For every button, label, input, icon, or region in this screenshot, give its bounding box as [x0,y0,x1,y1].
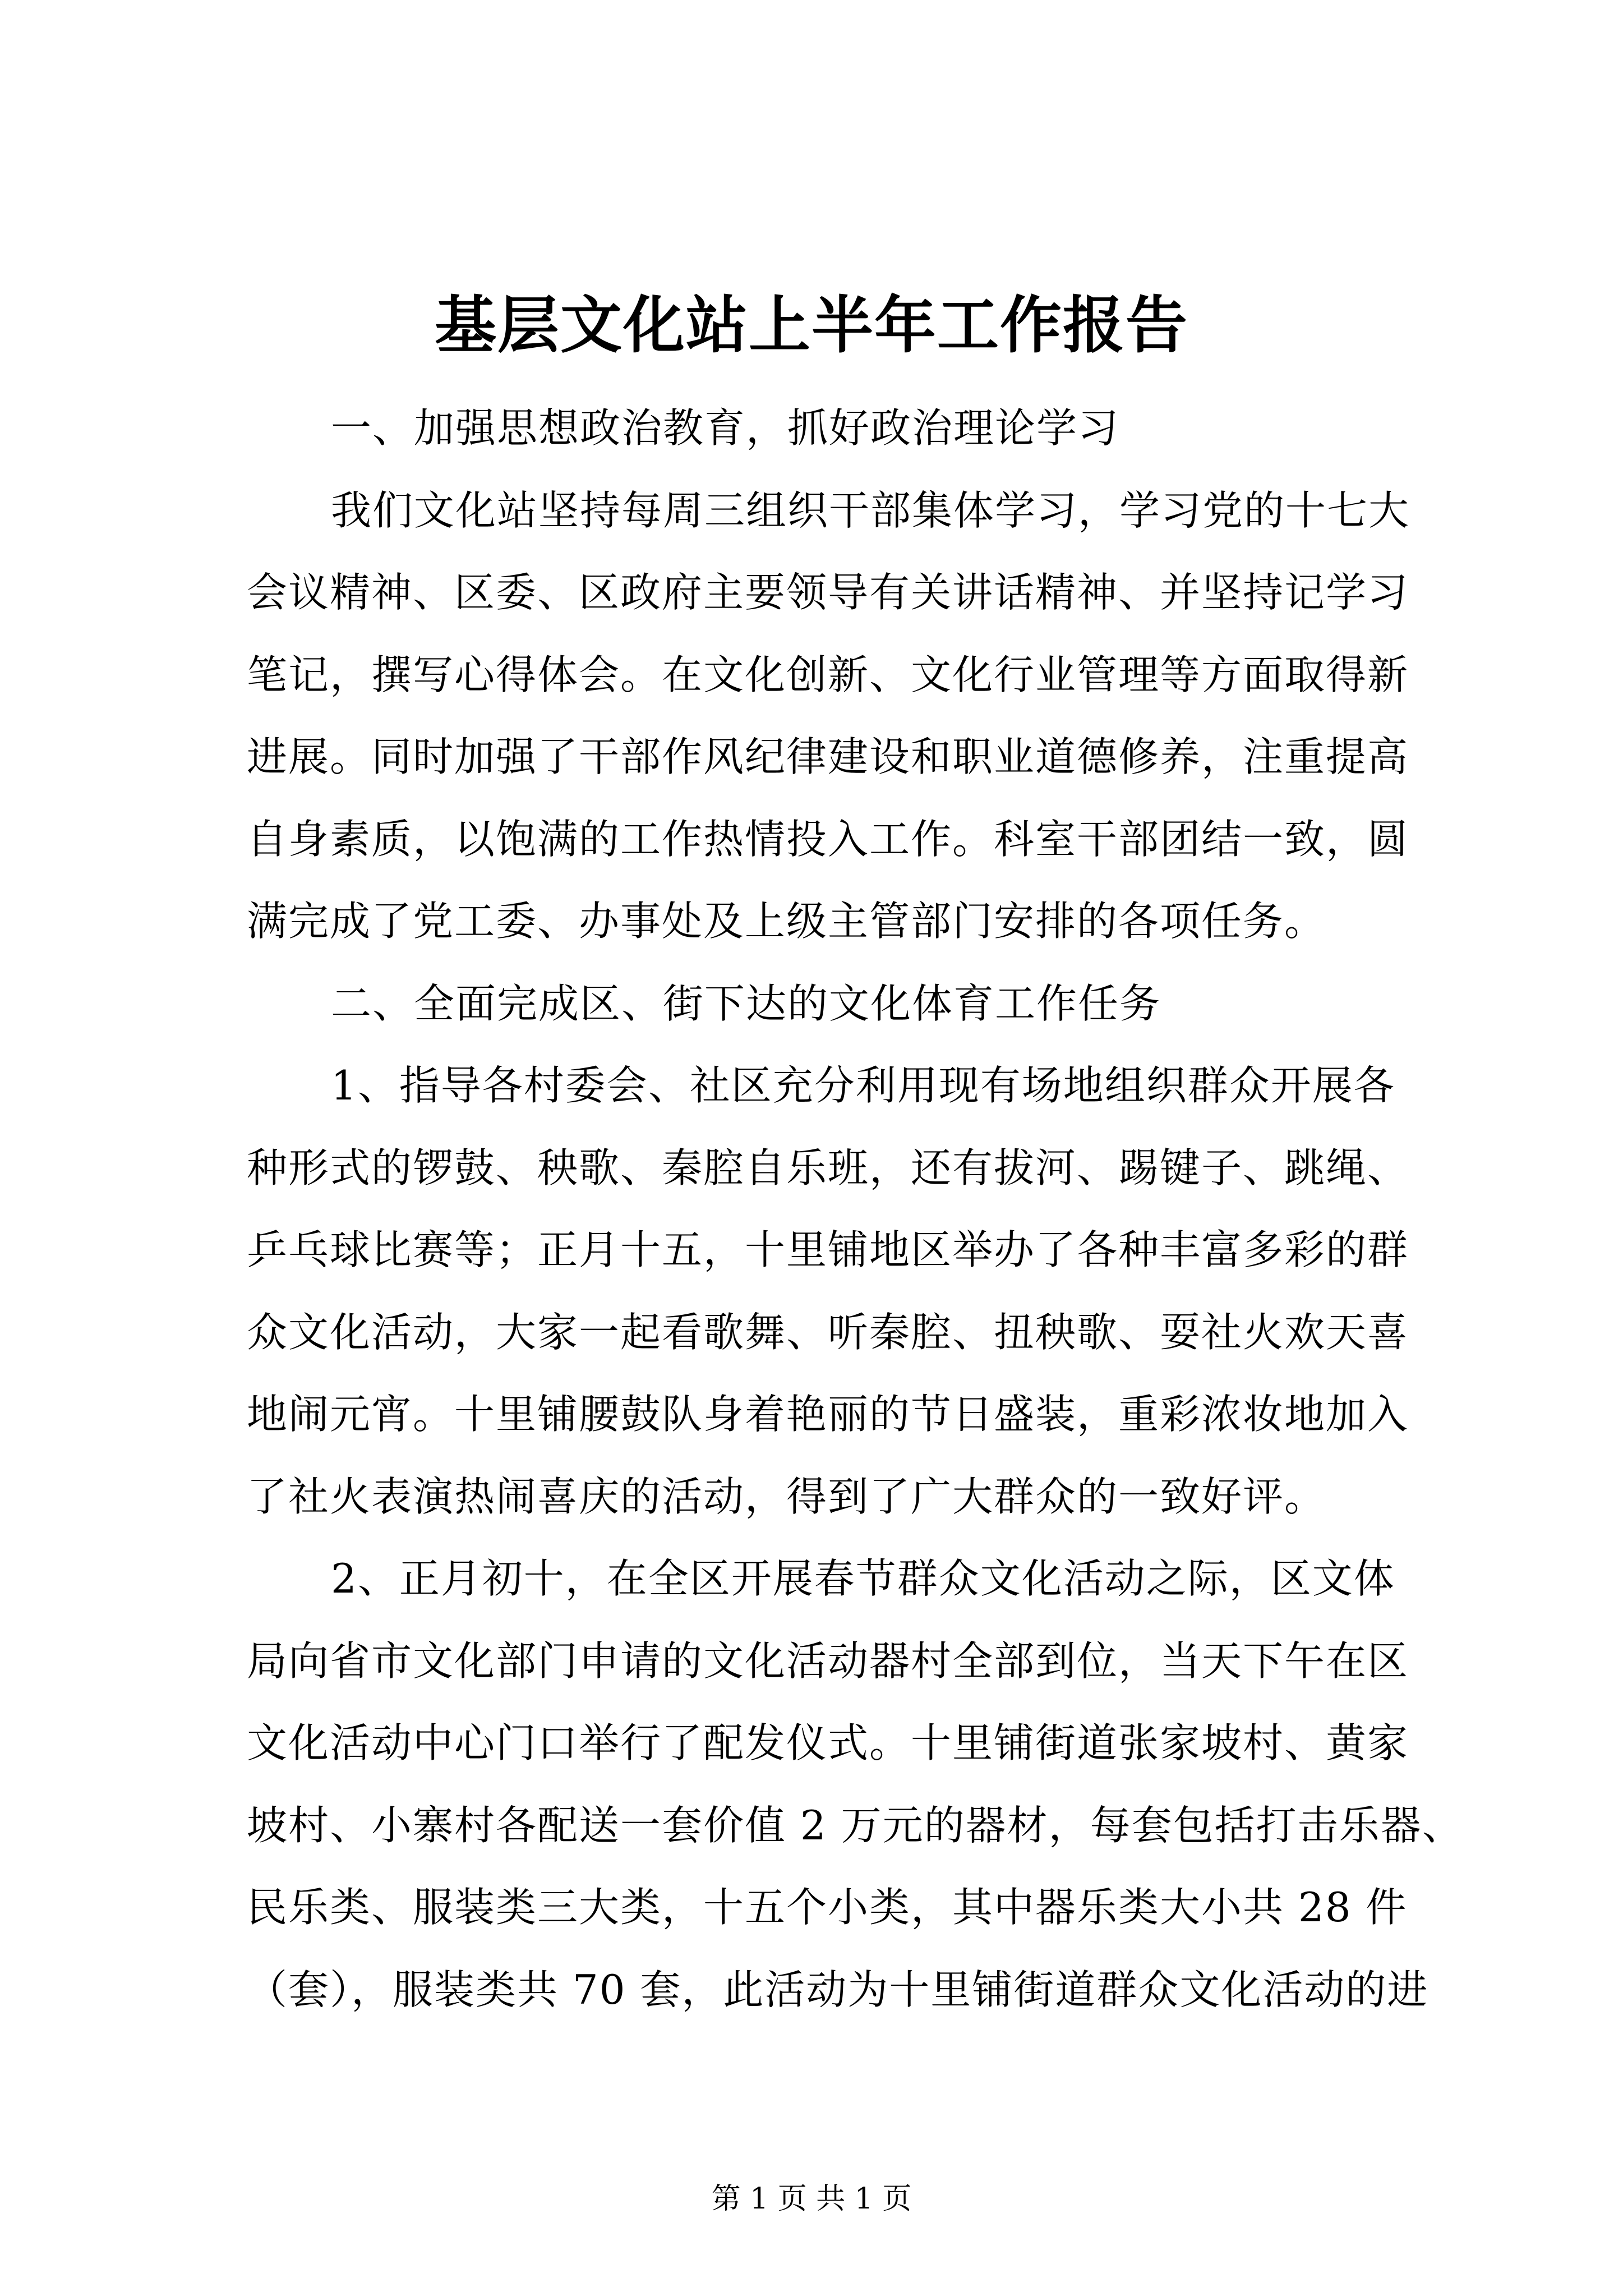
paragraph-line: 自身素质，以饱满的工作热情投入工作。科室干部团结一致，圆 [247,815,1409,863]
paragraph-line: （套），服装类共 70 套，此活动为十里铺街道群众文化活动的进 [247,1966,1429,2013]
paragraph-line: 局向省市文化部门申请的文化活动器村全部到位，当天下午在区 [247,1637,1409,1685]
paragraph-line: 众文化活动，大家一起看歌舞、听秦腔、扭秧歌、耍社火欢天喜 [247,1308,1409,1356]
paragraph-line: 满完成了党工委、办事处及上级主管部门安排的各项任务。 [247,898,1326,945]
paragraph-line: 了社火表演热闹喜庆的活动，得到了广大群众的一致好评。 [247,1473,1326,1520]
page-footer: 第 1 页 共 1 页 [711,2182,912,2216]
paragraph-line: 笔记，撰写心得体会。在文化创新、文化行业管理等方面取得新 [247,651,1409,698]
paragraph-line: 进展。同时加强了干部作风纪律建设和职业道德修养，注重提高 [247,733,1409,780]
paragraph-line: 2、正月初十，在全区开展春节群众文化活动之际，区文体 [331,1555,1395,1602]
paragraph-line: 民乐类、服装类三大类，十五个小类，其中器乐类大小共 28 件 [247,1884,1408,1931]
section-heading-1: 一、加强思想政治教育，抓好政治理论学习 [331,404,1120,452]
paragraph-line: 1、指导各村委会、社区充分利用现有场地组织群众开展各 [331,1062,1395,1109]
document-body [247,387,1464,2031]
paragraph-line: 文化活动中心门口举行了配发仪式。十里铺街道张家坡村、黄家 [247,1719,1409,1766]
paragraph-line: 我们文化站坚持每周三组织干部集体学习，学习党的十七大 [331,486,1410,534]
section-heading-2: 二、全面完成区、街下达的文化体育工作任务 [331,979,1161,1027]
paragraph-line: 地闹元宵。十里铺腰鼓队身着艳丽的节日盛装，重彩浓妆地加入 [247,1391,1409,1438]
paragraph-line: 坡村、小寨村各配送一套价值 2 万元的器材，每套包括打击乐器、 [247,1801,1464,1849]
document-title: 基层文化站上半年工作报告 [435,289,1188,361]
paragraph-line: 种形式的锣鼓、秧歌、秦腔自乐班，还有拔河、踢键子、跳绳、 [247,1144,1409,1191]
paragraph-line: 会议精神、区委、区政府主要领导有关讲话精神、并坚持记学习 [247,569,1409,616]
paragraph-line: 乒乓球比赛等；正月十五，十里铺地区举办了各种丰富多彩的群 [247,1226,1409,1273]
